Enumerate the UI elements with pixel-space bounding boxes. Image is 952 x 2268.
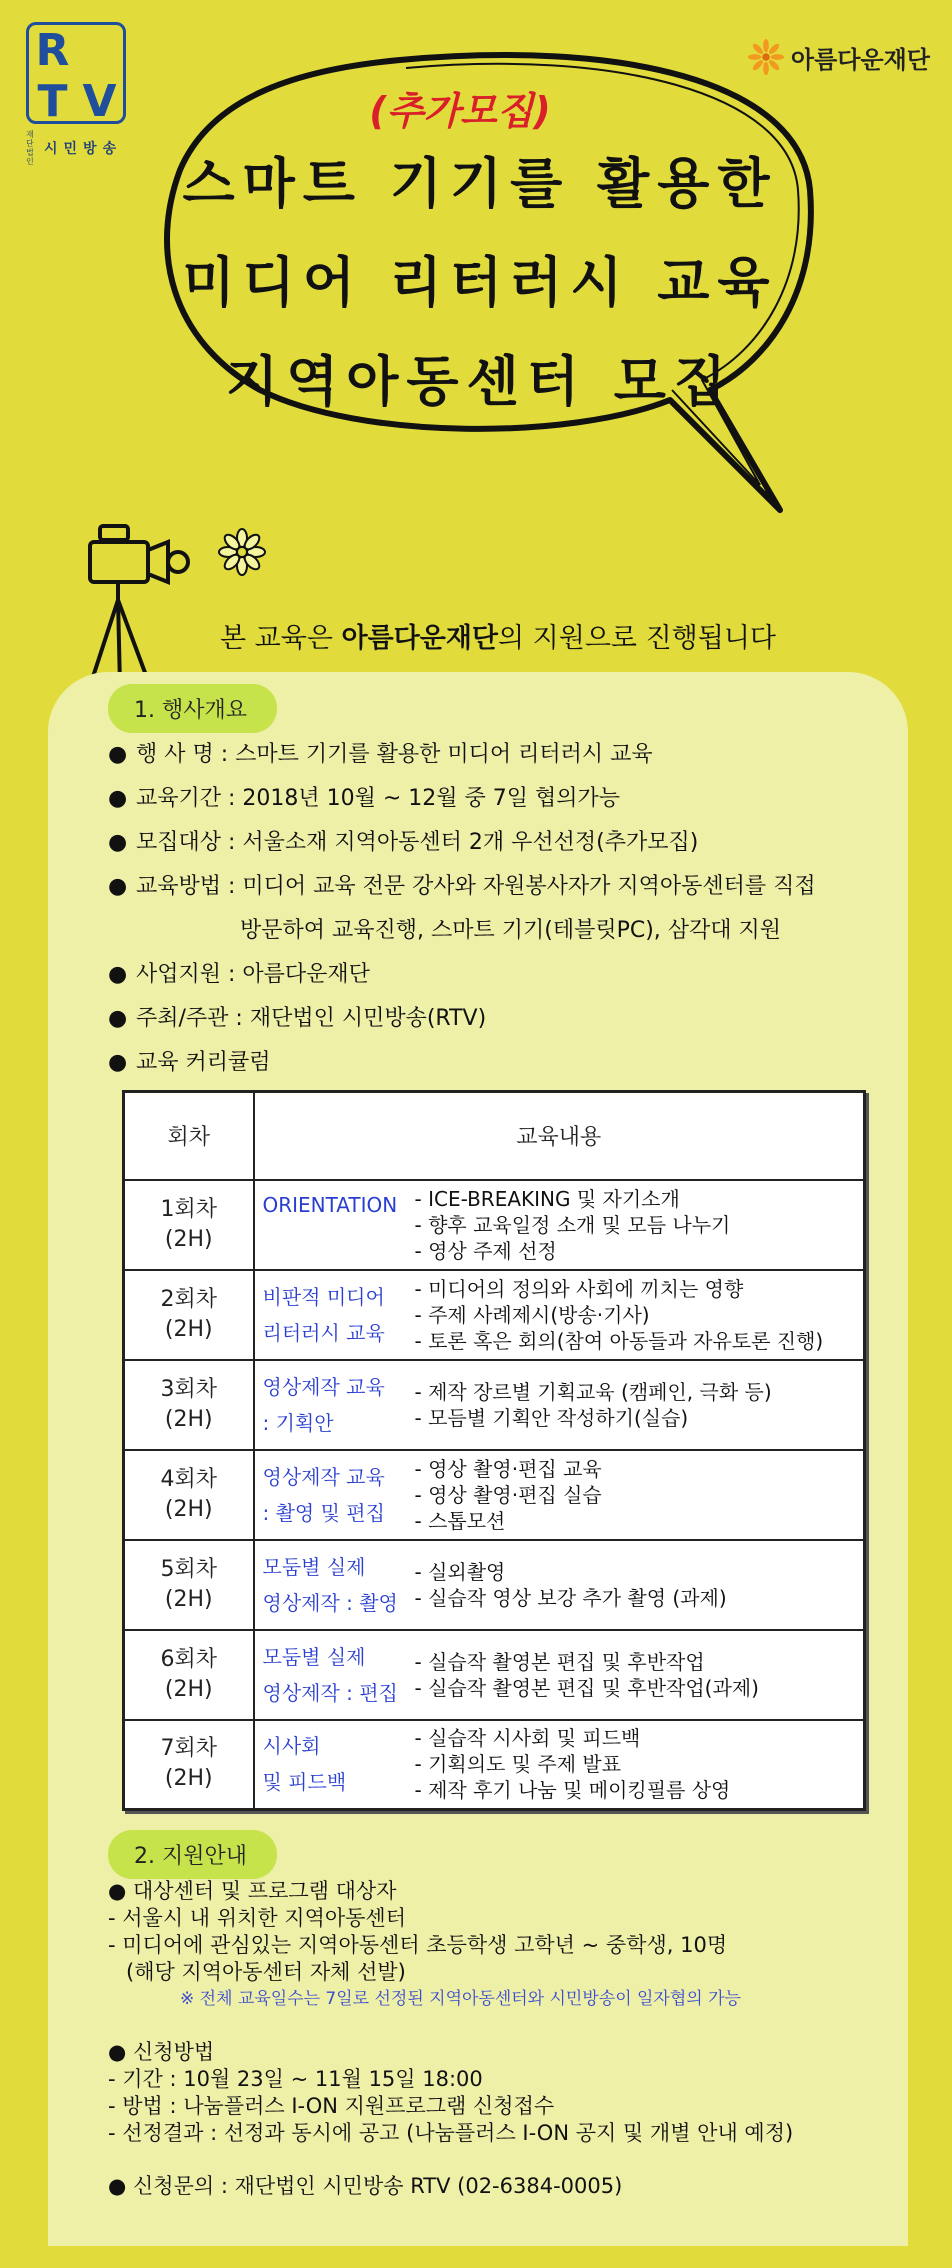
session-cell xyxy=(124,1270,254,1360)
apply-result: - 선정결과 : 선정과 동시에 공고 (나눔플러스 I-ON 공지 및 개별 안내 예정) xyxy=(108,2121,794,2145)
support-suffix: 의 지원으로 진행됩니다 xyxy=(498,623,776,654)
support-statement xyxy=(220,616,776,655)
content-cell xyxy=(254,1360,865,1450)
target-heading: ● 대상센터 및 프로그램 대상자 xyxy=(108,1879,397,1903)
detail-line: - 제작 장르별 기획교육 (캠페인, 극화 등) xyxy=(414,1379,772,1404)
content-cell xyxy=(254,1180,865,1270)
detail-line: - 실습작 촬영본 편집 및 후반작업 xyxy=(414,1649,705,1674)
detail-list xyxy=(415,1649,759,1701)
detail-line: - 토론 혹은 회의(참여 아동들과 자유토론 진행) xyxy=(414,1328,824,1353)
overview-item-method-cont: 방문하여 교육진행, 스마트 기기(테블릿PC), 삼각대 지원 xyxy=(240,918,782,943)
title-line-2: 미디어 리터러시 교육 xyxy=(182,251,778,314)
detail-list xyxy=(415,1379,772,1431)
topic-label xyxy=(263,1279,415,1351)
table-row xyxy=(124,1180,865,1270)
overview-item-event-name: ● 행 사 명 : 스마트 기기를 활용한 미디어 리터러시 교육 xyxy=(108,742,653,767)
topic-label xyxy=(263,1728,415,1800)
session-number: 6회차 xyxy=(160,1646,217,1672)
content-cell xyxy=(254,1270,865,1360)
target-line-1: - 서울시 내 위치한 지역아동센터 xyxy=(108,1906,406,1930)
section-2-label: 2. 지원안내 xyxy=(108,1830,277,1879)
table-header-row xyxy=(124,1092,865,1180)
contact-line: ● 신청문의 : 재단법인 시민방송 RTV (02-6384-0005) xyxy=(108,2174,623,2198)
session-number: 7회차 xyxy=(160,1736,217,1762)
topic-line-2: : 촬영 및 편집 xyxy=(262,1500,385,1525)
topic-label xyxy=(263,1187,415,1223)
detail-line: - 향후 교육일정 소개 및 모듬 나누기 xyxy=(414,1212,731,1237)
rtv-name: 시민방송 xyxy=(44,141,123,157)
detail-line: - 영상 촬영·편집 실습 xyxy=(414,1482,602,1507)
detail-line: - 실습작 영상 보강 추가 촬영 (과제) xyxy=(414,1585,727,1610)
detail-line: - 미디어의 정의와 사회에 끼치는 영향 xyxy=(414,1276,744,1301)
topic-line-1: ORIENTATION xyxy=(262,1192,398,1217)
table-row xyxy=(124,1630,865,1720)
application-info xyxy=(108,1878,908,2200)
support-sponsor: 아름다운재단 xyxy=(341,623,498,654)
overview-item-method: ● 교육방법 : 미디어 교육 전문 강사와 자원봉사자가 지역아동센터를 직접 방문하여 교육진행, 스마트 기기(테블릿PC), 삼각대 지원 xyxy=(108,872,888,946)
table-row xyxy=(124,1360,865,1450)
session-number: 4회차 xyxy=(160,1466,217,1492)
session-number: 2회차 xyxy=(160,1286,217,1312)
session-number: 1회차 xyxy=(160,1196,217,1222)
content-cell xyxy=(254,1540,865,1630)
foundation-name: 아름다운재단 xyxy=(790,45,930,74)
detail-list xyxy=(415,1186,731,1264)
session-hours: (2H) xyxy=(164,1586,213,1612)
section-1-label: 1. 행사개요 xyxy=(108,684,277,733)
detail-line: - 실외촬영 xyxy=(414,1559,506,1584)
topic-label xyxy=(263,1459,415,1531)
detail-list xyxy=(415,1559,727,1611)
content-cell xyxy=(254,1630,865,1720)
title-line-1: 스마트 기기를 활용한 xyxy=(182,152,778,215)
detail-line: - 스톱모션 xyxy=(414,1508,506,1533)
detail-list xyxy=(415,1276,824,1354)
detail-line: - 영상 촬영·편집 교육 xyxy=(414,1456,602,1481)
content-cell xyxy=(254,1720,865,1810)
session-hours: (2H) xyxy=(164,1226,213,1252)
session-cell xyxy=(124,1180,254,1270)
session-hours: (2H) xyxy=(164,1316,213,1342)
topic-line-1: 모둠별 실제 xyxy=(262,1644,366,1669)
table-row xyxy=(124,1720,865,1810)
table-row xyxy=(124,1540,865,1630)
topic-line-2: 및 피드백 xyxy=(262,1770,347,1795)
video-camera-icon xyxy=(84,520,194,690)
session-hours: (2H) xyxy=(164,1496,213,1522)
rtv-logo-mark xyxy=(26,22,126,127)
session-hours: (2H) xyxy=(164,1676,213,1702)
detail-line: - 주제 사례제시(방송·기사) xyxy=(414,1302,650,1327)
topic-label xyxy=(263,1369,415,1441)
topic-line-1: 시사회 xyxy=(262,1734,321,1759)
session-number: 5회차 xyxy=(160,1556,217,1582)
detail-line: - 실습작 시사회 및 피드백 xyxy=(414,1726,641,1751)
target-line-3: (해당 지역아동센터 자체 선발) xyxy=(126,1960,406,1984)
overview-item-support: ● 사업지원 : 아름다운재단 xyxy=(108,962,370,987)
table-row xyxy=(124,1450,865,1540)
apply-period: - 기간 : 10월 23일 ~ 11월 15일 18:00 xyxy=(108,2067,483,2091)
overview-list xyxy=(108,740,888,1092)
overview-item-target: ● 모집대상 : 서울소재 지역아동센터 2개 우선선정(추가모집) xyxy=(108,830,699,855)
title-line-3: 지역아동센터 모집 xyxy=(225,350,735,413)
topic-line-2: 영상제작 : 편집 xyxy=(262,1680,398,1705)
session-hours: (2H) xyxy=(164,1766,213,1792)
session-number: 3회차 xyxy=(160,1376,217,1402)
rtv-letter-v: V xyxy=(82,76,117,127)
rtv-letter-t: T xyxy=(37,76,68,127)
topic-label xyxy=(263,1549,415,1621)
rtv-logo[interactable] xyxy=(26,22,134,166)
detail-line: - 기획의도 및 주제 발표 xyxy=(414,1752,622,1777)
rtv-letter-r: R xyxy=(35,25,70,76)
topic-line-1: 영상제작 교육 xyxy=(262,1464,385,1489)
topic-line-1: 모둠별 실제 xyxy=(262,1554,366,1579)
detail-list xyxy=(415,1456,602,1534)
table-row xyxy=(124,1270,865,1360)
topic-line-2: 리터러시 교육 xyxy=(262,1320,385,1345)
header-session: 회차 xyxy=(124,1092,254,1180)
flower-doodle-icon xyxy=(218,528,266,576)
apply-heading: ● 신청방법 xyxy=(108,2040,215,2064)
header-content: 교육내용 xyxy=(254,1092,865,1180)
overview-item-host: ● 주최/주관 : 재단법인 시민방송(RTV) xyxy=(108,1006,487,1031)
topic-line-1: 영상제작 교육 xyxy=(262,1374,385,1399)
apply-method: - 방법 : 나눔플러스 I-ON 지원프로그램 신청접수 xyxy=(108,2094,555,2118)
target-line-2: - 미디어에 관심있는 지역아동센터 초등학생 고학년 ~ 중학생, 10명 xyxy=(108,1933,728,1957)
detail-list xyxy=(415,1725,731,1803)
session-cell xyxy=(124,1540,254,1630)
session-hours: (2H) xyxy=(164,1406,213,1432)
detail-line: - 실습작 촬영본 편집 및 후반작업(과제) xyxy=(414,1675,759,1700)
title-block xyxy=(170,80,790,416)
support-prefix: 본 교육은 xyxy=(220,623,342,654)
rtv-corp-label: 재단법인 xyxy=(26,130,34,166)
topic-line-2: 영상제작 : 촬영 xyxy=(262,1590,398,1615)
session-cell xyxy=(124,1450,254,1540)
extra-recruitment-tag: (추가모집) xyxy=(369,89,551,133)
topic-line-1: 비판적 미디어 xyxy=(262,1284,385,1309)
content-cell xyxy=(254,1450,865,1540)
detail-line: - 영상 주제 선정 xyxy=(414,1238,557,1263)
overview-item-curriculum: ● 교육 커리큘럼 xyxy=(108,1050,271,1075)
session-cell xyxy=(124,1360,254,1450)
session-cell xyxy=(124,1720,254,1810)
detail-line: - 모듬별 기획안 작성하기(실습) xyxy=(414,1405,689,1430)
topic-label xyxy=(263,1639,415,1711)
overview-item-period: ● 교육기간 : 2018년 10월 ~ 12월 중 7일 협의가능 xyxy=(108,786,621,811)
topic-line-2: : 기획안 xyxy=(262,1410,334,1435)
detail-line: - ICE-BREAKING 및 자기소개 xyxy=(414,1186,680,1211)
detail-line: - 제작 후기 나눔 및 메이킹필름 상영 xyxy=(414,1778,731,1803)
curriculum-table xyxy=(122,1090,866,1811)
schedule-note: ※ 전체 교육일수는 7일로 선정된 지역아동센터와 시민방송이 일자협의 가능 xyxy=(180,1989,741,2009)
session-cell xyxy=(124,1630,254,1720)
